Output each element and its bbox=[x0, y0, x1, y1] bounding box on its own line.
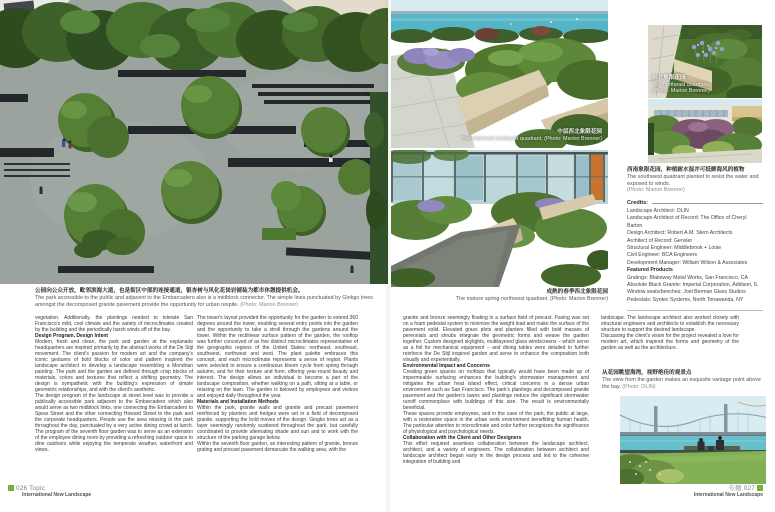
body-paragraph: The design program of the landscape at street level was to provide a publically accessible park adjacent to the Embarcadero which also would serve as two midblock links, one connecting the Embarcadero to Spear Street and the other connecting Howard Street to the park and the corporate headquarters. People use the area relaxing in the park throughout the day, punctuated by a very active dining crowd at lunch. The program of the seventh floor garden was to serve as an extension of the employee dining room by providing a refreshing outdoor space to dine outdoors while enjoying the temperate weather, waterfront and views. bbox=[35, 393, 193, 453]
body-paragraph: vegetation. Additionally, the plantings needed to tolerate San Francisco's mild, cool climate and the variety of microclimates created by the building and the periodically harsh winds off of the bay. bbox=[35, 315, 193, 333]
photo-bay-bridge-view bbox=[620, 396, 766, 484]
credit-line: Window seats/benches: Joel Berman Glass Studios bbox=[627, 289, 746, 296]
caption-right-top-overlay bbox=[652, 75, 710, 95]
credit-line: Architect of Record: Gensler bbox=[627, 237, 693, 244]
caption-main-en bbox=[35, 295, 373, 308]
caption-bridge bbox=[602, 370, 763, 390]
credit-line: Design Architect: Robert A.M. Stern Architects bbox=[627, 230, 733, 237]
caption-right-mid-zh: 西南象限花园，种植耐水湿并可抵御海风的植物 bbox=[627, 167, 745, 173]
credit-line: Absolute Black Granite: Imperial Corporation, Addison, IL bbox=[627, 282, 759, 289]
credits-heading-row bbox=[627, 200, 763, 206]
body-column-3 bbox=[403, 315, 589, 465]
credit-line: Civil Engineer: BCA Engineers bbox=[627, 252, 698, 259]
footer-right-pagenum: 027 bbox=[743, 485, 756, 492]
caption-bridge-credit: (Photo: OLIN) bbox=[622, 383, 656, 390]
caption-main-photo bbox=[35, 288, 373, 308]
photo-garden-lakeview bbox=[391, 0, 608, 148]
caption-mid-bottom bbox=[420, 289, 608, 303]
caption-mid-bottom-zh: 成熟的春季西北象限花园 bbox=[546, 289, 608, 295]
footer-left bbox=[8, 485, 91, 498]
body-paragraph: Within the park, granite walls and granite and precast pavement reinforced by planters and hedges were set in a field of decomposed granite, supporting the bold moves of the design. Gingko trees act as a layer seemingly randomly scattered throughout the park, but carefully coordinated to provide alternating shade and sun and to work with the structure of the parking garage below. bbox=[197, 405, 358, 441]
caption-mid-top-zh: 中层西北象限花园 bbox=[557, 129, 602, 136]
credit-line: Development Manager: William Wilson & Associates bbox=[627, 259, 748, 266]
caption-right-top-credit: (Photo: Marion Brenner) bbox=[652, 88, 710, 95]
bay-bridge-illustration bbox=[620, 396, 766, 484]
caption-mid-top-en: The mid-level northwest quadrant. (Photo: Marion Brenner) bbox=[461, 136, 602, 143]
caption-bridge-zh: 从花园眺望海湾，视野绝佳的观景点 bbox=[602, 370, 692, 376]
caption-bridge-en-text: The view from the garden makes an exquisite vantage point above the bay. bbox=[602, 377, 761, 390]
body-paragraph: Discussing the client's vision for the project revealed a love for modern art, which inspired the forms and geometry of the garden as well as the architecture. bbox=[601, 333, 739, 351]
garden-path-illustration bbox=[391, 150, 608, 287]
caption-mid-bottom-en: The mature spring northwest quadrant. (Photo: Marion Brenner) bbox=[455, 296, 608, 302]
footer-left-line1 bbox=[8, 485, 91, 492]
credit-line: Landscape Architect: OLIN bbox=[627, 208, 689, 214]
photo-agapanthus-planter bbox=[648, 25, 762, 98]
body-paragraph: The tower's layout provided the opportunity for the garden to extend 360 degrees around the tower, enabling several entry points into the garden and the opportunity to take a stroll through the gardens around the tower. Within the rectilinear surface pattern of the garden, the rooftop was further conceived of as five distinct microclimates representative of the geographic regions of the United States: northeast, southeast, southwest, northwest and west. The plant palette embraces this concept, and each microclimate represents a sense of region. Plants were selected to ensure a continuous bloom cycle from spring through autumn, and for their texture and form, offering year-round beauty and interest. The design allows an individual to become a part of the landscape composition, whether walking on a path, sitting at a table, or relaxing on the lawn. The garden is beloved by employees and visitors and enjoyed daily throughout the year. bbox=[197, 315, 358, 399]
credit-line: Landscape Architect of Record: The Office of Cheryl Barton bbox=[627, 215, 747, 229]
body-paragraph: Within the seventh floor garden, an interesting pattern of granite, bronze grating and precast pavement demarcate the walking area, with the bbox=[197, 441, 358, 453]
footer-right-journal: International New Landscape bbox=[693, 492, 763, 498]
credit-line: Structural Engineer: Middlebrook + Louie bbox=[627, 245, 722, 252]
credits-bottom-rule bbox=[627, 310, 763, 311]
body-paragraph: Creating green spaces on rooftops that typically would have been made up of impermeable surfacing enhances the building's stormwater management and mitigates the urban heat island effect, critical concerns in a dense urban environment such as San Francisco. The park's plantings and decomposed granite pavement and the garden's lawns and plantings reduce the significant stormwater runoff commonplace with buildings of this size. The result is environmentally beneficial. bbox=[403, 369, 589, 411]
body-column-4 bbox=[601, 315, 739, 351]
body-paragraph: Environmental Impact and Concerns bbox=[403, 363, 490, 369]
body-paragraph: This effort required seamless collaboration between the landscape architect, architect, and a variety of engineers. The collaboration between architect and landscape architect began early in the design process and led to the cohesive integration of building and bbox=[403, 441, 589, 465]
photo-smokebush-quadrant bbox=[648, 99, 762, 163]
caption-mid-top-overlay bbox=[461, 129, 602, 143]
green-square-icon bbox=[757, 485, 763, 491]
footer-left-journal: International New Landscape bbox=[22, 492, 92, 498]
body-paragraph: granite and bronze seemingly floating in a surface field of precast. Paving was set on a foam pedestal system to minimize the weight load and make the surface of the pavement solid. Elevated grass plots and planters filled with bold masses of perennials and shrubs integrate the geometric forms and weave the garden together. Custom designed skylights, multilayered glass windscreens – which serve as a foil for mechanical equipment – and dining tables were detailed to further reinforce the De Stijl inspired garden and serve to enhance the composition both visually and experientially. bbox=[403, 315, 589, 363]
footer-right-line1 bbox=[694, 483, 763, 492]
page-gutter bbox=[384, 0, 392, 512]
caption-main-zh: 公园向公众开放，毗邻滨海大道，也是街区中部的连接通道，银杏树与风化花岗岩铺装为都市休憩提供机会。 bbox=[35, 288, 304, 294]
aerial-park-illustration bbox=[0, 0, 388, 284]
garden-lakeview-illustration bbox=[391, 0, 608, 148]
photo-aerial-park bbox=[0, 0, 388, 284]
credits-rule bbox=[652, 203, 763, 204]
footer-left-section: Topic bbox=[29, 485, 46, 492]
credits-list bbox=[627, 208, 763, 304]
body-column-1 bbox=[35, 315, 193, 453]
caption-right-top-en: The northeast quadrant. bbox=[652, 81, 710, 88]
body-paragraph: Materials and Installation Methods bbox=[197, 399, 279, 405]
photo-garden-path bbox=[391, 150, 608, 287]
caption-bridge-en bbox=[602, 377, 763, 390]
body-paragraph: These spaces provide employees, and in the case of the park, the public at large, with a restorative space in the urban work environment benefitting human health. The particular attention to microclimate and color further recognizes the significance of physiological and psychological needs. bbox=[403, 411, 589, 435]
smokebush-quadrant-illustration bbox=[648, 99, 762, 163]
caption-right-mid bbox=[627, 167, 763, 194]
credits-heading: Credits: bbox=[627, 200, 649, 206]
body-paragraph: Modern, fresh and clean, the park and garden at the esplanade headquarters are inspired primarily by the abstract works of the De Stijl movement. The client's passion for modern art and the company's iconic gestures of bold blocks of color and pattern inspired the landscape architect to develop a landscape resembling a Mondrian painting. The park and the garden are defined through crisp blocks of materials, colors and textures that reflect a shifting geometry. The design is sympathetic with the building's expression of simple geometric relationships, and with the client's aesthetic. bbox=[35, 339, 193, 393]
footer-left-pagenum: 026 bbox=[15, 485, 28, 492]
credit-line: Gratings: Blakeway Metal Works, San Francisco, CA bbox=[627, 274, 748, 281]
caption-main-credit: (Photo: Marion Brenner) bbox=[240, 301, 299, 308]
footer-right-section: 专题 bbox=[728, 485, 742, 492]
caption-right-mid-en: The southwest quadrant planted to resist the water and exposed to winds. bbox=[627, 174, 759, 187]
credit-line: Pedestals: Syntec Systems, North Tonawanda, NY bbox=[627, 296, 744, 303]
green-square-icon bbox=[8, 485, 14, 491]
footer-right bbox=[694, 483, 763, 498]
caption-right-mid-credit: (Photo: Marion Brenner) bbox=[627, 187, 685, 194]
caption-right-top-zh: 东北象限花园 bbox=[652, 74, 686, 81]
body-paragraph: landscape. The landscape architect also worked closely with structural engineers and architects to establish the necessary structure to support the desired landscape. bbox=[601, 315, 739, 333]
body-column-2 bbox=[197, 315, 358, 453]
credits-block bbox=[627, 200, 763, 311]
body-paragraph: Collaboration with the Client and Other Designers bbox=[403, 435, 522, 441]
caption-main-en-text: The park accessible to the public and adjacent to the Embarcadero also is a midblock connector. The simple lines punctuated by Ginkgo trees amongst the decomposed granite pavement provide the opportunity for urban respite. bbox=[35, 295, 373, 308]
credit-line: Featured Products bbox=[627, 267, 673, 274]
body-paragraph: Design Program, Design Intent bbox=[35, 333, 109, 339]
